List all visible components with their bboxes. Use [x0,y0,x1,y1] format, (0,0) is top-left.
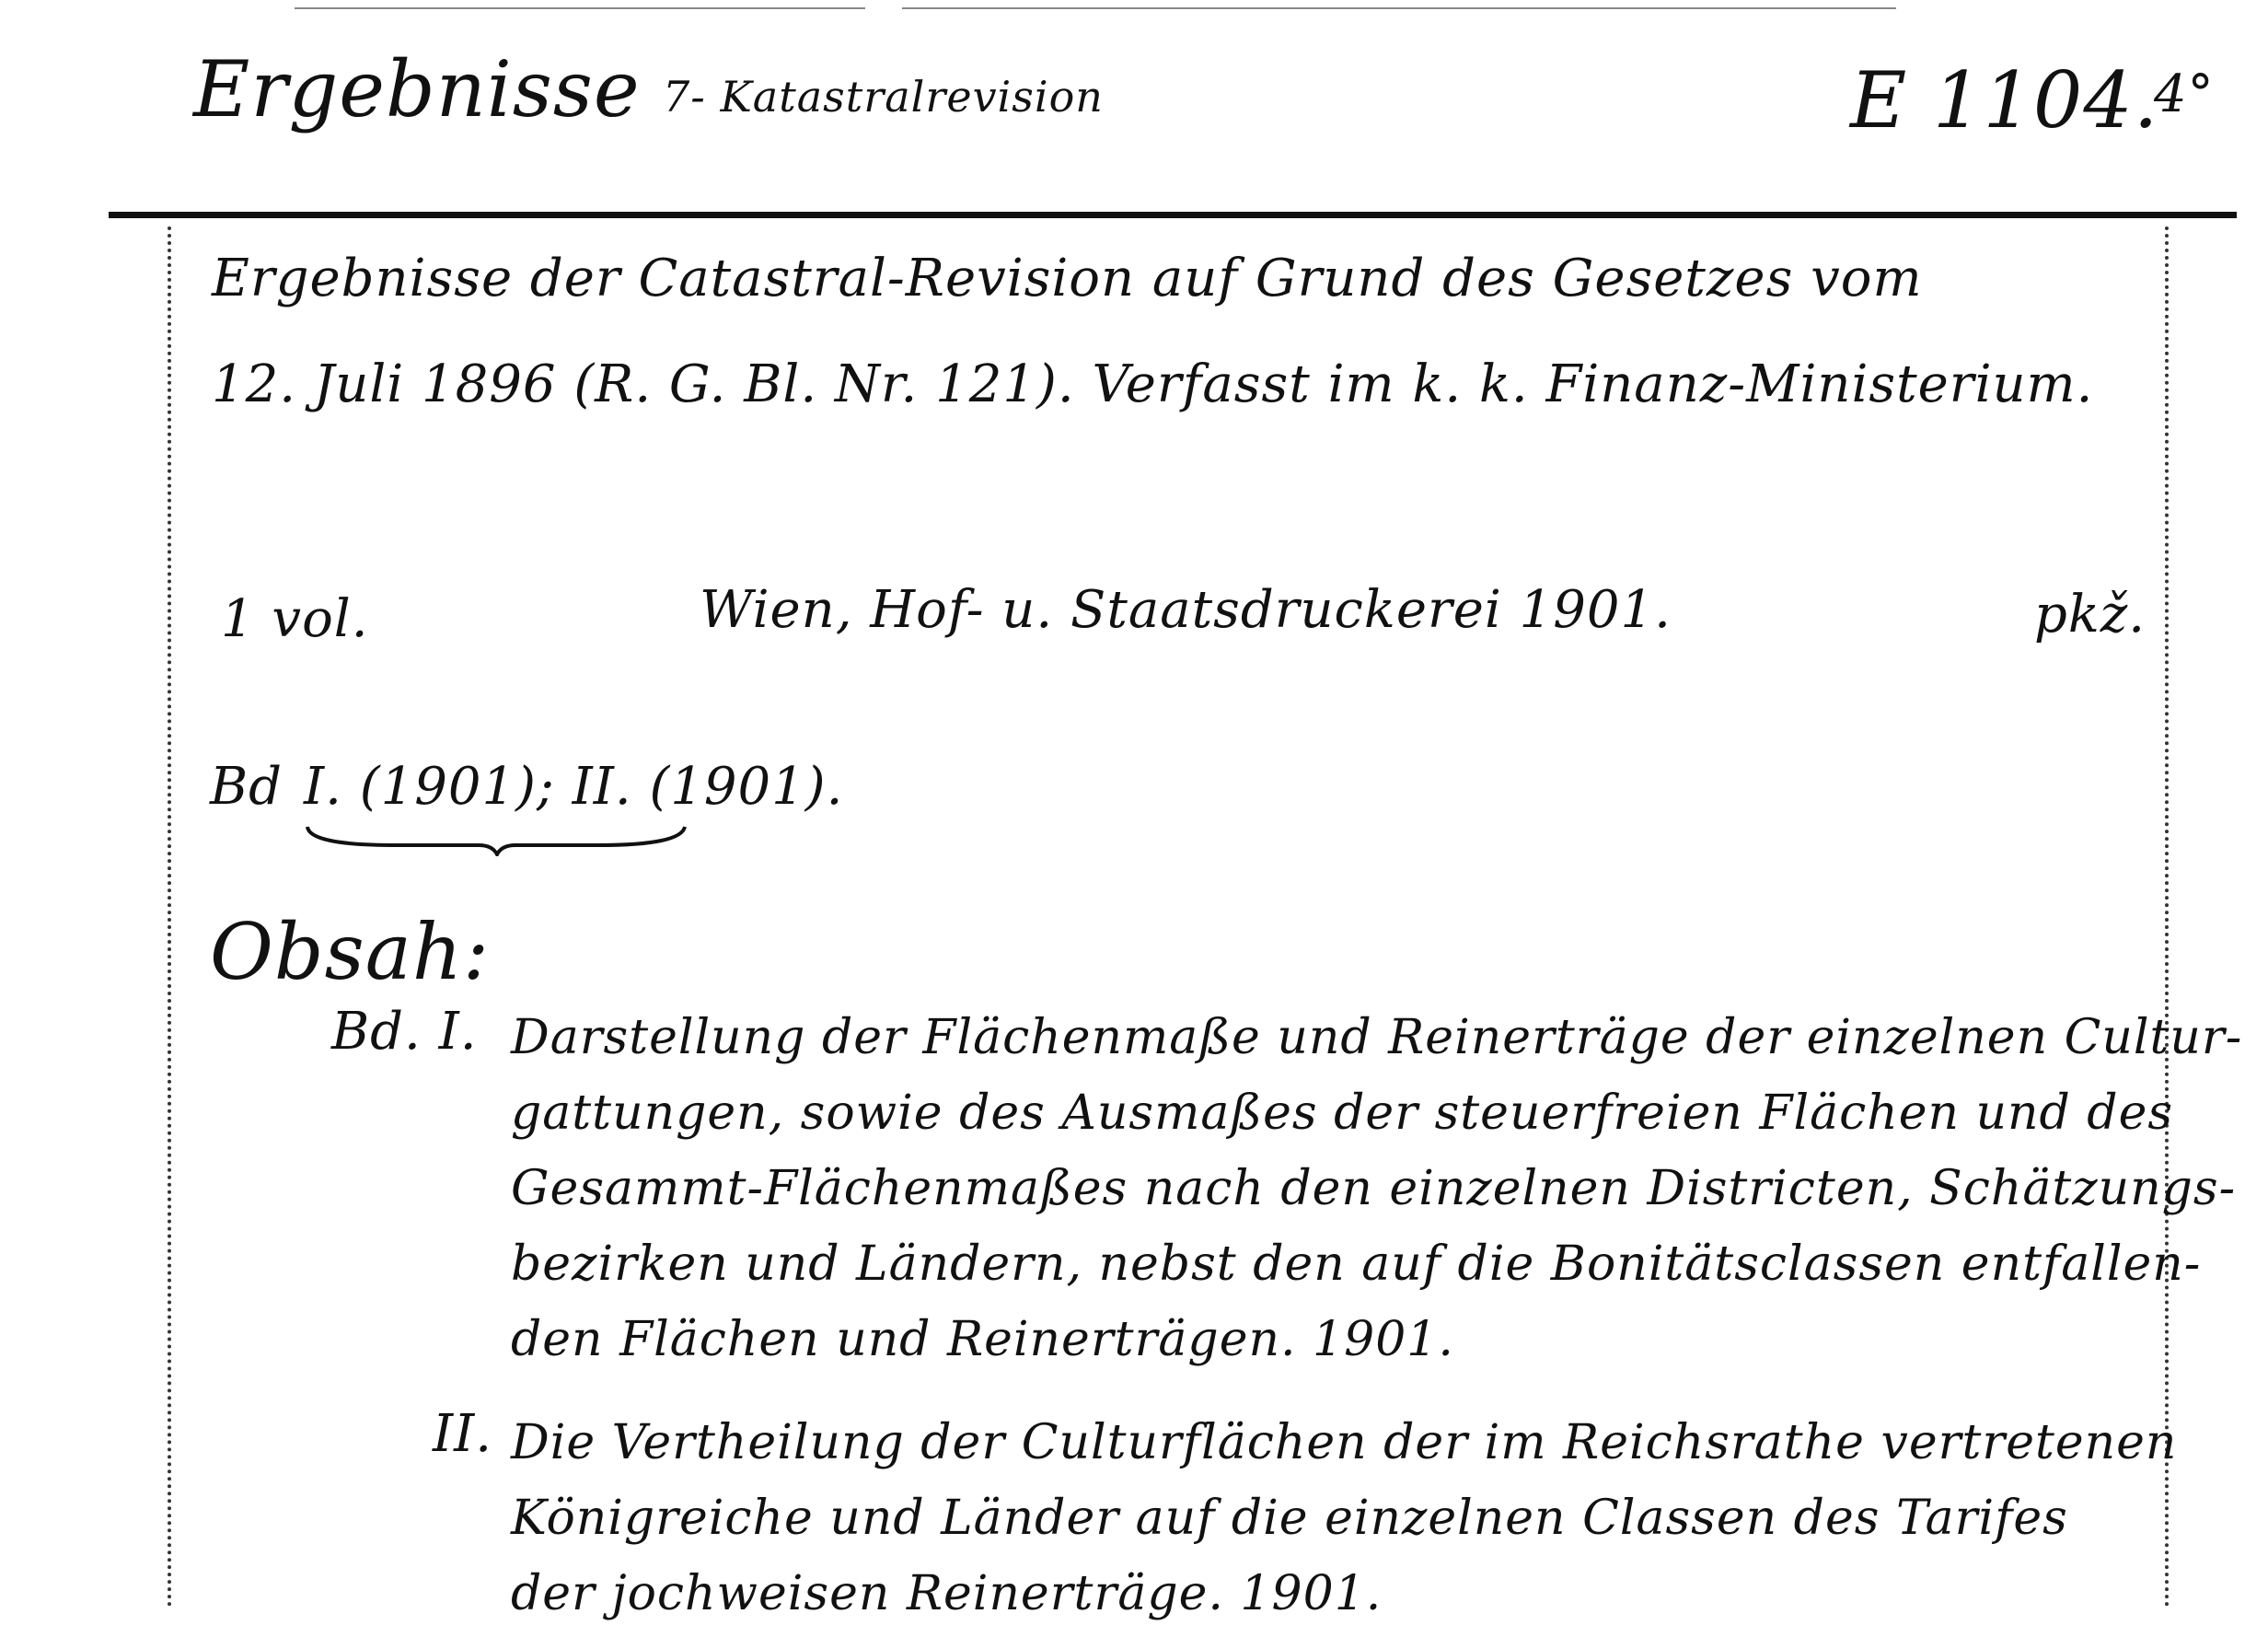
record-title-line-2: 12. Juli 1896 (R. G. Bl. Nr. 121). Verfasst im k. k. Finanz-Ministerium. [212,354,2094,414]
contents-heading: Obsah: [210,907,491,997]
record-title-line-1: Ergebnisse der Catastral-Revision auf Grund des Gesetzes vom [212,249,1923,308]
bd-values: I. (1901); II. (1901). [304,757,844,817]
card-title: Ergebnisse [193,44,641,134]
acquisition-note: pkž. [2034,585,2146,644]
contents-item-1-line-5: den Flächen und Reinerträgen. 1901. [511,1312,1454,1367]
bd-underline-brace [304,819,690,856]
contents-item-2-label: II. [433,1404,493,1464]
contents-item-1-line-3: Gesammt-Flächenmaßes nach den einzelnen Districten, Schätzungs- [511,1161,2237,1216]
volume-count: 1 vol. [221,589,369,649]
contents-item-1-line-1: Darstellung der Flächenmaße und Reinerträge der einzelnen Cultur- [511,1010,2243,1065]
header-rule [109,212,2237,218]
right-margin-rule [2165,226,2169,1608]
top-scan-line-left [295,7,865,9]
left-margin-rule [168,226,171,1608]
bd-label: Bd [210,757,283,817]
contents-item-2-line-1: Die Vertheilung der Culturflächen der im Reichsrathe vertretenen [511,1415,2178,1470]
card-subtitle: 7- Katastralrevision [663,72,1104,122]
contents-item-1-label: Bd. I. [331,1002,478,1062]
top-scan-line-right [902,7,1896,9]
call-number: E 1104. [1850,55,2159,145]
contents-item-2-line-2: Königreiche und Länder auf die einzelnen Classen des Tarifes [511,1491,2068,1546]
imprint: Wien, Hof- u. Staatsdruckerei 1901. [700,580,1672,640]
contents-item-1-line-4: bezirken und Ländern, nebst den auf die Bonitätsclassen entfallen- [511,1236,2202,1292]
contents-item-1-line-2: gattungen, sowie des Ausmaßes der steuerfreien Flächen und des [511,1086,2174,1141]
contents-item-2-line-3: der jochweisen Reinerträge. 1901. [511,1566,1383,1621]
format-size: 4° [2154,64,2215,124]
